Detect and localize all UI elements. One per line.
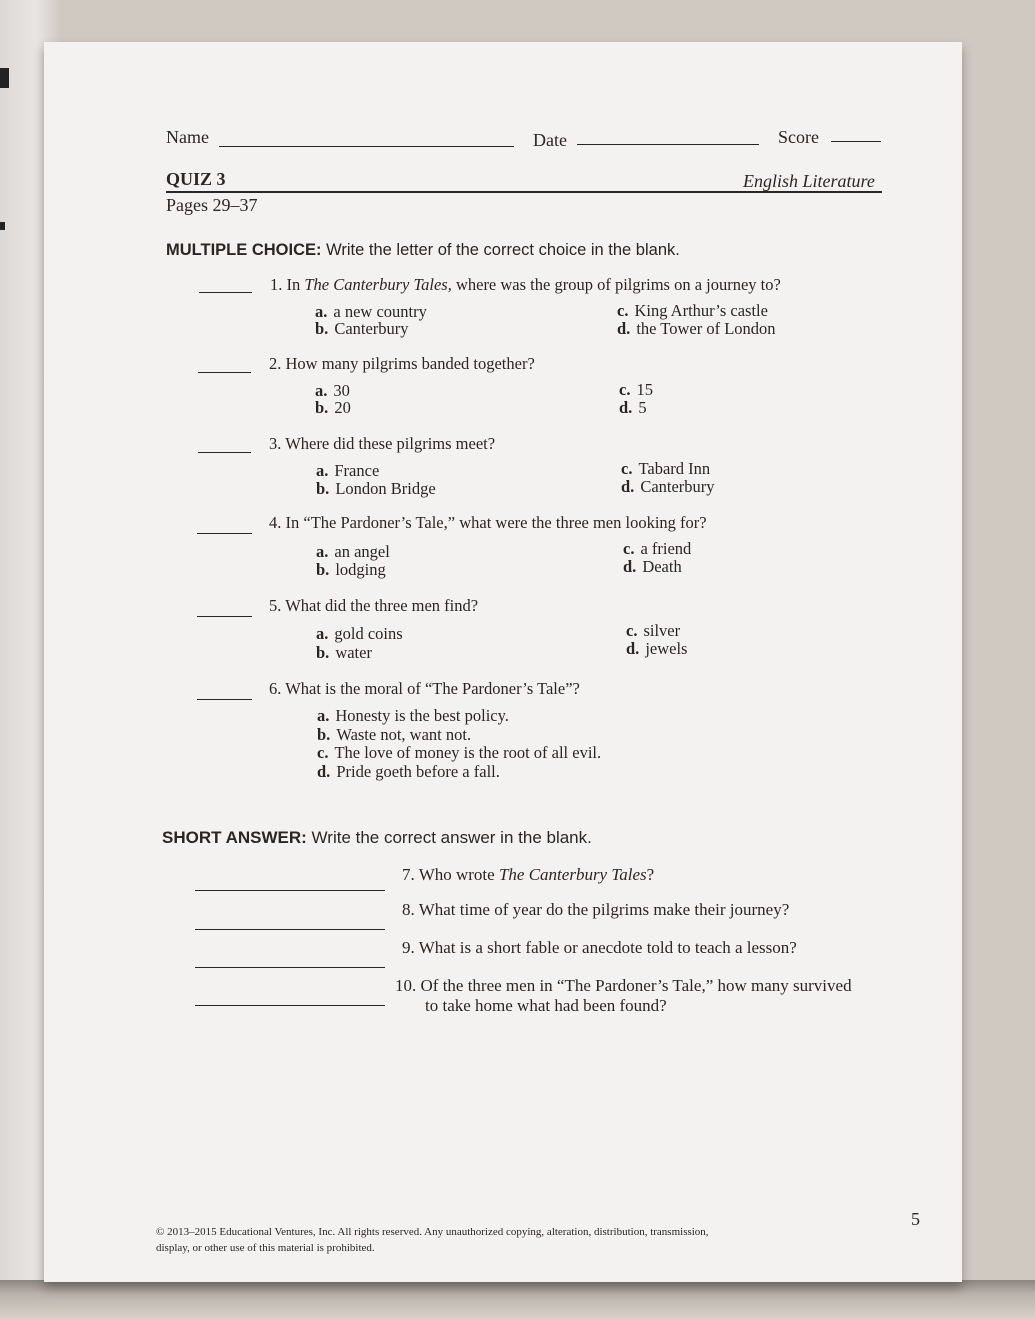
name-label: Name xyxy=(166,127,209,147)
option-2d xyxy=(619,398,647,418)
option-letter: a. xyxy=(317,706,330,725)
table-surface xyxy=(0,1280,1035,1319)
multiple-choice-instructions xyxy=(166,241,680,260)
option-text: Tabard Inn xyxy=(638,459,711,478)
answer-blank-3[interactable] xyxy=(198,452,251,453)
option-letter: b. xyxy=(315,398,329,417)
option-text: water xyxy=(335,643,372,662)
question-text: ? xyxy=(646,865,655,884)
short-answer-instructions xyxy=(162,828,592,848)
option-text: The love of money is the root of all evil. xyxy=(334,743,602,762)
question-number: 1. xyxy=(270,275,283,294)
subject-title: English Literature xyxy=(743,171,875,191)
option-text: the Tower of London xyxy=(636,319,776,338)
copyright-line-2: display, or other use of this material is prohibited. xyxy=(156,1242,375,1254)
name-line[interactable] xyxy=(219,146,514,147)
option-text: a new country xyxy=(333,302,427,321)
option-letter: c. xyxy=(619,380,631,399)
option-5c xyxy=(626,621,680,641)
option-letter: d. xyxy=(621,477,635,496)
option-text: an angel xyxy=(334,542,390,561)
question-text: What time of year do the pilgrims make their journey? xyxy=(418,900,790,919)
option-letter: d. xyxy=(619,398,633,417)
score-line[interactable] xyxy=(831,141,881,142)
option-3b xyxy=(316,479,436,499)
question-text: What is the moral of “The Pardoner’s Tale”? xyxy=(285,679,580,698)
option-text: Honesty is the best policy. xyxy=(335,706,509,725)
binder-tab-top xyxy=(0,68,9,88)
option-letter: a. xyxy=(316,624,329,643)
option-letter: b. xyxy=(316,479,330,498)
option-letter: b. xyxy=(316,643,330,662)
option-4b xyxy=(316,560,386,580)
question-7 xyxy=(402,865,654,885)
option-letter: d. xyxy=(626,639,640,658)
quiz-title: QUIZ 3 xyxy=(166,169,226,189)
option-6a xyxy=(317,706,509,726)
question-2 xyxy=(269,354,535,374)
option-letter: a. xyxy=(315,302,328,321)
option-4c xyxy=(623,539,691,559)
score-label: Score xyxy=(778,127,819,147)
option-letter: a. xyxy=(315,381,328,400)
option-3c xyxy=(621,459,710,479)
option-4d xyxy=(623,557,682,577)
option-text: Pride goeth before a fall. xyxy=(336,762,500,781)
option-letter: a. xyxy=(316,542,329,561)
option-text: Canterbury xyxy=(640,477,715,496)
quiz-page xyxy=(44,42,962,1282)
option-letter: b. xyxy=(317,725,331,744)
option-2c xyxy=(619,380,653,400)
question-6 xyxy=(269,679,580,699)
option-text: 5 xyxy=(638,398,647,417)
option-1d xyxy=(617,319,776,339)
question-text: Who wrote xyxy=(418,865,499,884)
book-title: The Canterbury Tales xyxy=(498,865,647,884)
date-label: Date xyxy=(533,130,567,150)
multiple-choice-heading: MULTIPLE CHOICE: xyxy=(166,241,322,259)
option-5b xyxy=(316,643,372,663)
copyright-notice xyxy=(156,1224,709,1256)
question-8 xyxy=(402,900,789,920)
question-number: 10. xyxy=(395,976,417,995)
question-4 xyxy=(269,513,707,533)
option-letter: b. xyxy=(315,319,329,338)
question-number: 2. xyxy=(269,354,282,373)
option-6d xyxy=(317,762,500,782)
short-answer-instruction: Write the correct answer in the blank. xyxy=(311,828,592,847)
question-text: What is a short fable or anecdote told to teach a lesson? xyxy=(418,938,797,957)
option-letter: c. xyxy=(621,459,633,478)
option-text: a friend xyxy=(640,539,692,558)
question-number: 3. xyxy=(269,434,282,453)
option-text: 30 xyxy=(333,381,350,400)
option-text: King Arthur’s castle xyxy=(634,301,768,320)
header-rule xyxy=(166,191,882,193)
option-4a xyxy=(316,542,390,562)
option-letter: a. xyxy=(316,461,329,480)
multiple-choice-instruction: Write the letter of the correct choice in the blank. xyxy=(326,241,680,259)
option-1b xyxy=(315,319,409,339)
option-6c xyxy=(317,743,601,763)
answer-blank-5[interactable] xyxy=(197,616,252,617)
question-text: In “The Pardoner’s Tale,” what were the three men looking for? xyxy=(285,513,707,532)
pages-range: Pages 29–37 xyxy=(166,195,258,215)
question-number: 9. xyxy=(402,938,415,957)
answer-blank-1[interactable] xyxy=(199,292,252,293)
option-3d xyxy=(621,477,715,497)
page-number: 5 xyxy=(911,1209,920,1229)
option-text: France xyxy=(334,461,380,480)
question-number: 8. xyxy=(402,900,415,919)
option-letter: c. xyxy=(317,743,329,762)
option-text: 15 xyxy=(636,380,653,399)
option-letter: c. xyxy=(623,539,635,558)
book-title: The Canterbury Tales, xyxy=(304,275,452,294)
option-letter: b. xyxy=(316,560,330,579)
option-text: 20 xyxy=(334,398,351,417)
question-number: 7. xyxy=(402,865,415,884)
question-text: where was the group of pilgrims on a journey to? xyxy=(451,275,781,294)
option-text: Canterbury xyxy=(334,319,409,338)
question-10 xyxy=(395,976,852,1016)
question-1 xyxy=(270,275,781,295)
option-6b xyxy=(317,725,471,745)
option-text: lodging xyxy=(335,560,386,579)
question-text-continued: to take home what had been found? xyxy=(425,996,667,1015)
option-text: gold coins xyxy=(334,624,403,643)
answer-blank-9[interactable] xyxy=(195,967,385,968)
option-letter: d. xyxy=(617,319,631,338)
option-5d xyxy=(626,639,687,659)
question-9 xyxy=(402,938,797,958)
option-2b xyxy=(315,398,351,418)
question-3 xyxy=(269,434,495,454)
answer-blank-4[interactable] xyxy=(197,533,252,534)
question-text: How many pilgrims banded together? xyxy=(285,354,535,373)
binder-tab-middle xyxy=(0,222,5,230)
question-text: Of the three men in “The Pardoner’s Tale,” how many survived xyxy=(420,976,852,995)
answer-blank-10[interactable] xyxy=(195,1005,385,1006)
question-number: 5. xyxy=(269,596,282,615)
option-letter: d. xyxy=(623,557,637,576)
question-5 xyxy=(269,596,478,616)
option-5a xyxy=(316,624,403,644)
date-line[interactable] xyxy=(577,144,759,145)
option-1c xyxy=(617,301,768,321)
option-letter: d. xyxy=(317,762,331,781)
option-text: Death xyxy=(642,557,682,576)
option-letter: c. xyxy=(626,621,638,640)
option-3a xyxy=(316,461,379,481)
question-text: What did the three men find? xyxy=(285,596,479,615)
answer-blank-7[interactable] xyxy=(195,890,385,891)
option-text: Waste not, want not. xyxy=(336,725,472,744)
option-text: silver xyxy=(643,621,681,640)
question-number: 6. xyxy=(269,679,282,698)
answer-blank-8[interactable] xyxy=(195,929,385,930)
option-letter: c. xyxy=(617,301,629,320)
answer-blank-2[interactable] xyxy=(198,372,251,373)
short-answer-heading: SHORT ANSWER: xyxy=(162,828,307,847)
copyright-line-1: © 2013–2015 Educational Ventures, Inc. All rights reserved. Any unauthorized copying, alteration, distribution, transmission, xyxy=(156,1226,709,1238)
option-text: jewels xyxy=(645,639,688,658)
question-text: Where did these pilgrims meet? xyxy=(285,434,496,453)
answer-blank-6[interactable] xyxy=(197,699,252,700)
question-text: In xyxy=(286,275,305,294)
option-text: London Bridge xyxy=(335,479,436,498)
question-number: 4. xyxy=(269,513,282,532)
